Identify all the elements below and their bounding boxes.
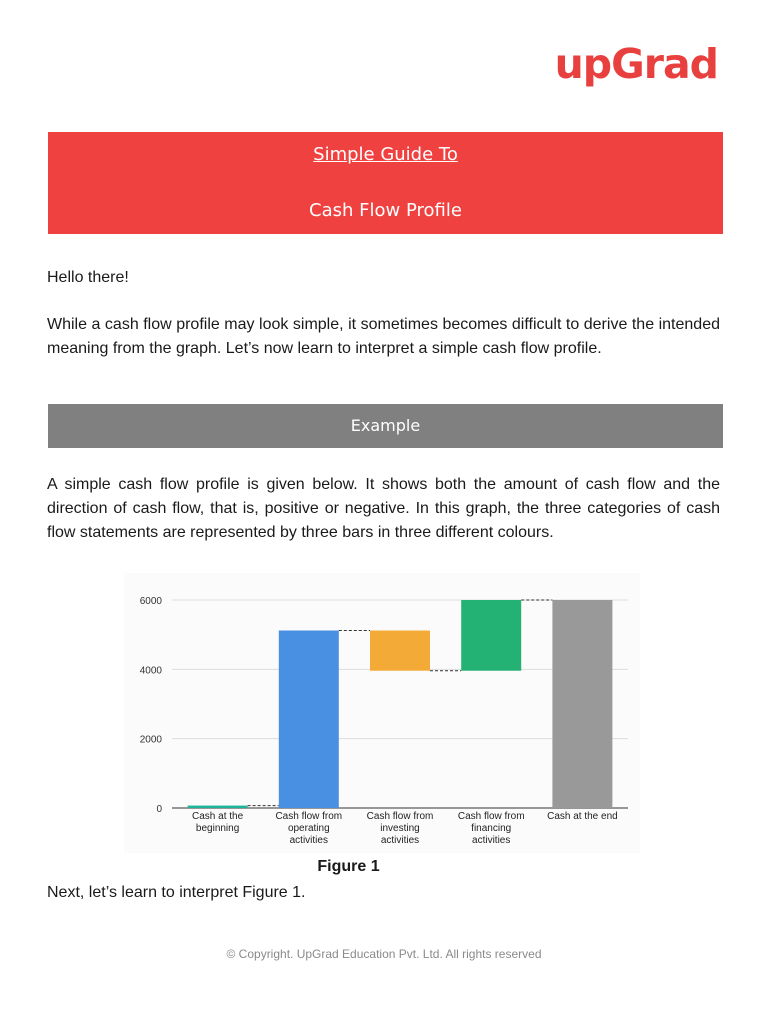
- chart-bar: [461, 600, 521, 671]
- intro-paragraph: While a cash flow profile may look simple, it sometimes becomes difficult to derive the intended meaning from the graph. Let’s now learn to interpret a simple cash flow profile.: [47, 316, 720, 357]
- description-paragraph: A simple cash flow profile is given below. It shows both the amount of cash flow and the direction of cash flow, that is, positive or negative. In this graph, the three categories of cash flow statements are represented by three bars in three different colours.: [47, 476, 720, 541]
- figure-caption: Figure 1: [317, 858, 380, 875]
- section-header-example: Example: [48, 404, 723, 448]
- y-tick-label: 6000: [139, 596, 162, 607]
- x-category-label: Cash flow from financing activities: [457, 811, 525, 846]
- greeting-text: Hello there!: [47, 269, 129, 286]
- chart-bar: [370, 631, 430, 671]
- x-category-label: Cash flow from operating activities: [275, 811, 343, 846]
- chart-bar: [279, 631, 339, 808]
- x-category-label: Cash at the beginning: [192, 811, 244, 834]
- next-text: Next, let’s learn to interpret Figure 1.: [47, 884, 306, 901]
- chart-bar: [188, 806, 248, 808]
- title-line-topic: Cash Flow Profile: [309, 200, 462, 221]
- y-tick-label: 4000: [139, 665, 162, 677]
- title-banner: [48, 132, 723, 234]
- x-category-label: Cash at the end: [547, 811, 618, 822]
- title-line-guide: Simple Guide To: [313, 144, 458, 165]
- waterfall-chart-svg: [124, 573, 640, 853]
- cash-flow-chart: [124, 573, 640, 853]
- copyright-footer: © Copyright. UpGrad Education Pvt. Ltd. All rights reserved: [226, 947, 542, 961]
- chart-bar: [552, 600, 612, 808]
- y-tick-label: 2000: [139, 734, 162, 746]
- upgrad-logo: upGrad: [554, 40, 718, 88]
- y-tick-label: 0: [156, 804, 162, 815]
- x-category-label: Cash flow from investing activities: [366, 811, 434, 846]
